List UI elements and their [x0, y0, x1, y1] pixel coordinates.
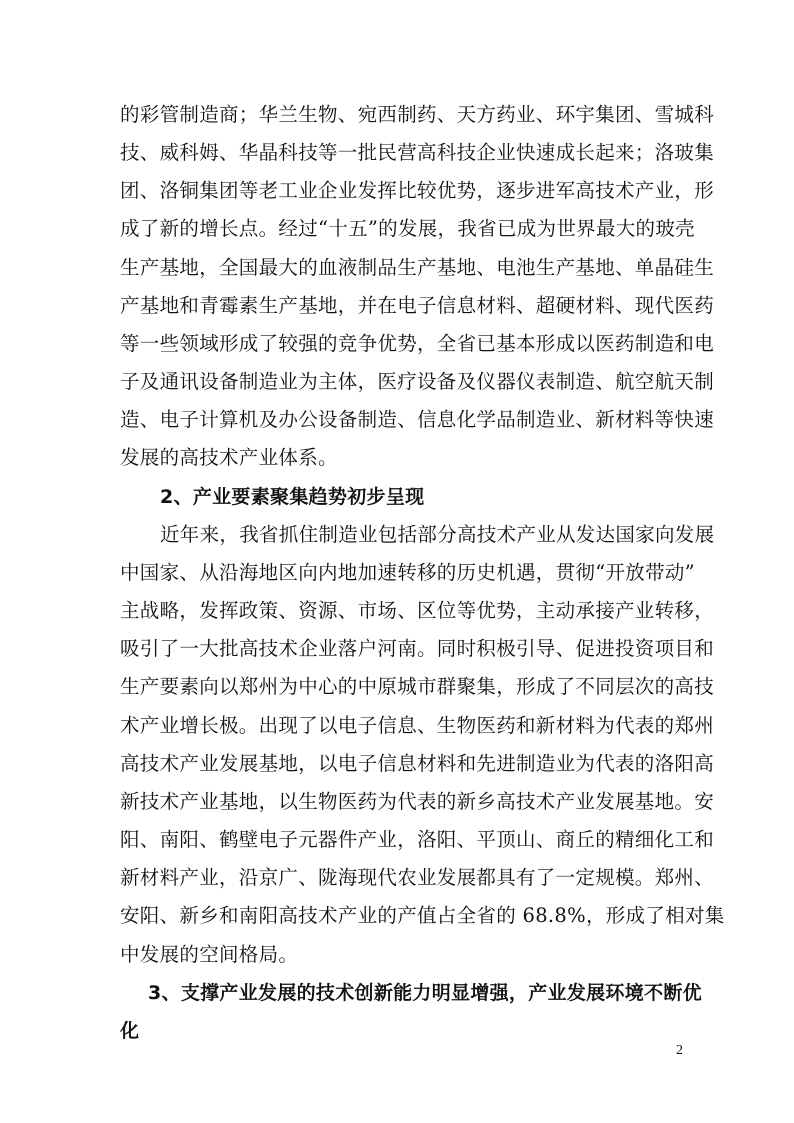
- section-heading: 3、支撑产业发展的技术创新能力明显增强，产业发展环境不断优: [148, 982, 702, 1004]
- paragraph-line: 团、洛铜集团等老工业企业发挥比较优势，逐步进军高技术产业，形: [120, 179, 715, 202]
- paragraph-line: 主战略，发挥政策、资源、市场、区位等优势，主动承接产业转移，: [120, 599, 715, 622]
- paragraph-line: 高技术产业发展基地，以电子信息材料和先进制造业为代表的洛阳高: [120, 752, 715, 775]
- paragraph-line: 造、电子计算机及办公设备制造、信息化学品制造业、新材料等快速: [120, 408, 715, 431]
- paragraph-line: 阳、南阳、鹤壁电子元器件产业，洛阳、平顶山、商丘的精细化工和: [120, 828, 715, 851]
- paragraph-line: 子及通讯设备制造业为主体，医疗设备及仪器仪表制造、航空航天制: [120, 370, 715, 393]
- paragraph-line: 新材料产业，沿京广、陇海现代农业发展都具有了一定规模。郑州、: [120, 866, 715, 889]
- paragraph-line: 安阳、新乡和南阳高技术产业的产值占全省的 68.8%，形成了相对集: [120, 904, 725, 927]
- paragraph-line: 等一些领域形成了较强的竞争优势，全省已基本形成以医药制造和电: [120, 332, 715, 355]
- paragraph-line: 成了新的增长点。经过“十五”的发展，我省已成为世界最大的玻壳: [120, 217, 695, 240]
- paragraph-line: 生产要素向以郑州为中心的中原城市群聚集，形成了不同层次的高技: [120, 675, 715, 698]
- paragraph-line: 术产业增长极。出现了以电子信息、生物医药和新材料为代表的郑州: [120, 714, 715, 737]
- paragraph-line: 产基地和青霉素生产基地，并在电子信息材料、超硬材料、现代医药: [120, 294, 715, 317]
- paragraph-line: 中发展的空间格局。: [120, 943, 299, 966]
- paragraph-line: 生产基地，全国最大的血液制品生产基地、电池生产基地、单晶硅生: [120, 256, 715, 279]
- section-heading-continuation: 化: [120, 1020, 140, 1042]
- paragraph-line: 中国家、从沿海地区向内地加速转移的历史机遇，贯彻“开放带动”: [120, 561, 695, 584]
- paragraph-line: 新技术产业基地，以生物医药为代表的新乡高技术产业发展基地。安: [120, 790, 715, 813]
- page-number: 2: [676, 1043, 683, 1058]
- paragraph-line: 发展的高技术产业体系。: [120, 446, 338, 469]
- paragraph-line: 近年来，我省抓住制造业包括部分高技术产业从发达国家向发展: [160, 523, 715, 546]
- paragraph-line: 吸引了一大批高技术企业落户河南。同时积极引导、促进投资项目和: [120, 637, 715, 660]
- paragraph-line: 技、威科姆、华晶科技等一批民营高科技企业快速成长起来；洛玻集: [120, 141, 715, 164]
- paragraph-line: 的彩管制造商；华兰生物、宛西制药、天方药业、环宇集团、雪城科: [120, 103, 715, 126]
- section-heading: 2、产业要素聚集趋势初步呈现: [160, 486, 425, 508]
